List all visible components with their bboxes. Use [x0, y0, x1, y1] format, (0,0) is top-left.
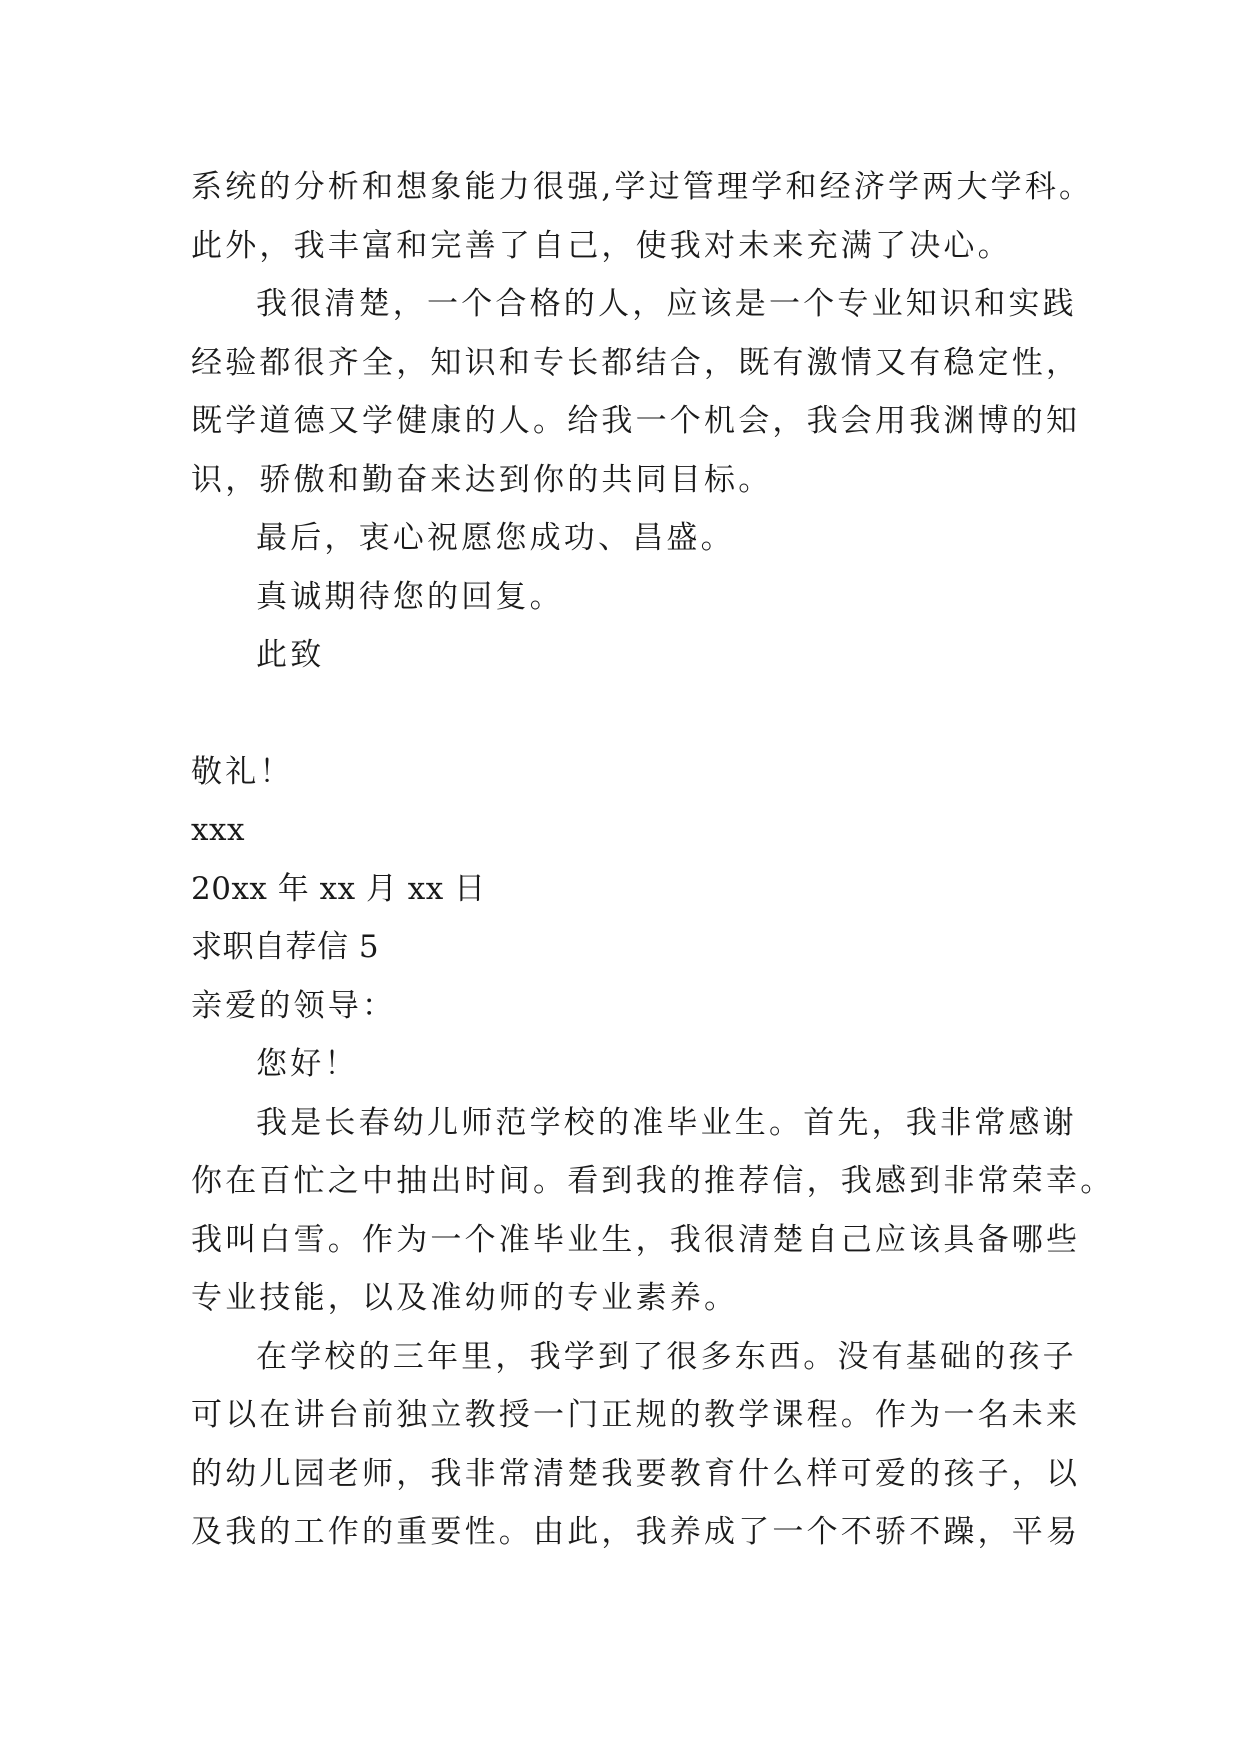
letter-salutation: 您好！: [256, 1046, 359, 1082]
text-line: 此外，我丰富和完善了自己，使我对未来充满了决心。: [191, 228, 1012, 264]
text-line: 识，骄傲和勤奋来达到你的共同目标。: [191, 462, 773, 498]
closing-phrase: 此致: [256, 637, 325, 673]
text-line: 真诚期待您的回复。: [256, 579, 564, 615]
signature-date: 20xx 年 xx 月 xx 日: [191, 871, 486, 907]
text-line: 的幼儿园老师，我非常清楚我要教育什么样可爱的孩子，以: [191, 1456, 1081, 1492]
text-line: 在学校的三年里，我学到了很多东西。没有基础的孩子: [256, 1339, 1077, 1375]
text-line: 及我的工作的重要性。由此，我养成了一个不骄不躁，平易: [191, 1514, 1081, 1550]
closing-salutation: 敬礼！: [191, 754, 294, 790]
text-line: 我叫白雪。作为一个准毕业生，我很清楚自己应该具备哪些: [191, 1222, 1081, 1258]
text-line: 专业技能，以及准幼师的专业素养。: [191, 1280, 739, 1316]
signature-name: xxx: [191, 812, 245, 848]
text-line: 最后，衷心祝愿您成功、昌盛。: [256, 520, 735, 556]
text-line: 你在百忙之中抽出时间。看到我的推荐信，我感到非常荣幸。: [191, 1163, 1115, 1199]
text-line: 系统的分析和想象能力很强,学过管理学和经济学两大学科。: [191, 169, 1094, 205]
text-line: 可以在讲台前独立教授一门正规的教学课程。作为一名未来: [191, 1397, 1081, 1433]
section-heading: 求职自荐信 5: [191, 929, 380, 965]
text-line: 我很清楚，一个合格的人，应该是一个专业知识和实践: [256, 286, 1077, 322]
text-line: 我是长春幼儿师范学校的准毕业生。首先，我非常感谢: [256, 1105, 1077, 1141]
text-line: 既学道德又学健康的人。给我一个机会，我会用我渊博的知: [191, 403, 1081, 439]
letter-greeting: 亲爱的领导：: [191, 988, 397, 1024]
text-line: 经验都很齐全，知识和专长都结合，既有激情又有稳定性，: [191, 345, 1081, 381]
